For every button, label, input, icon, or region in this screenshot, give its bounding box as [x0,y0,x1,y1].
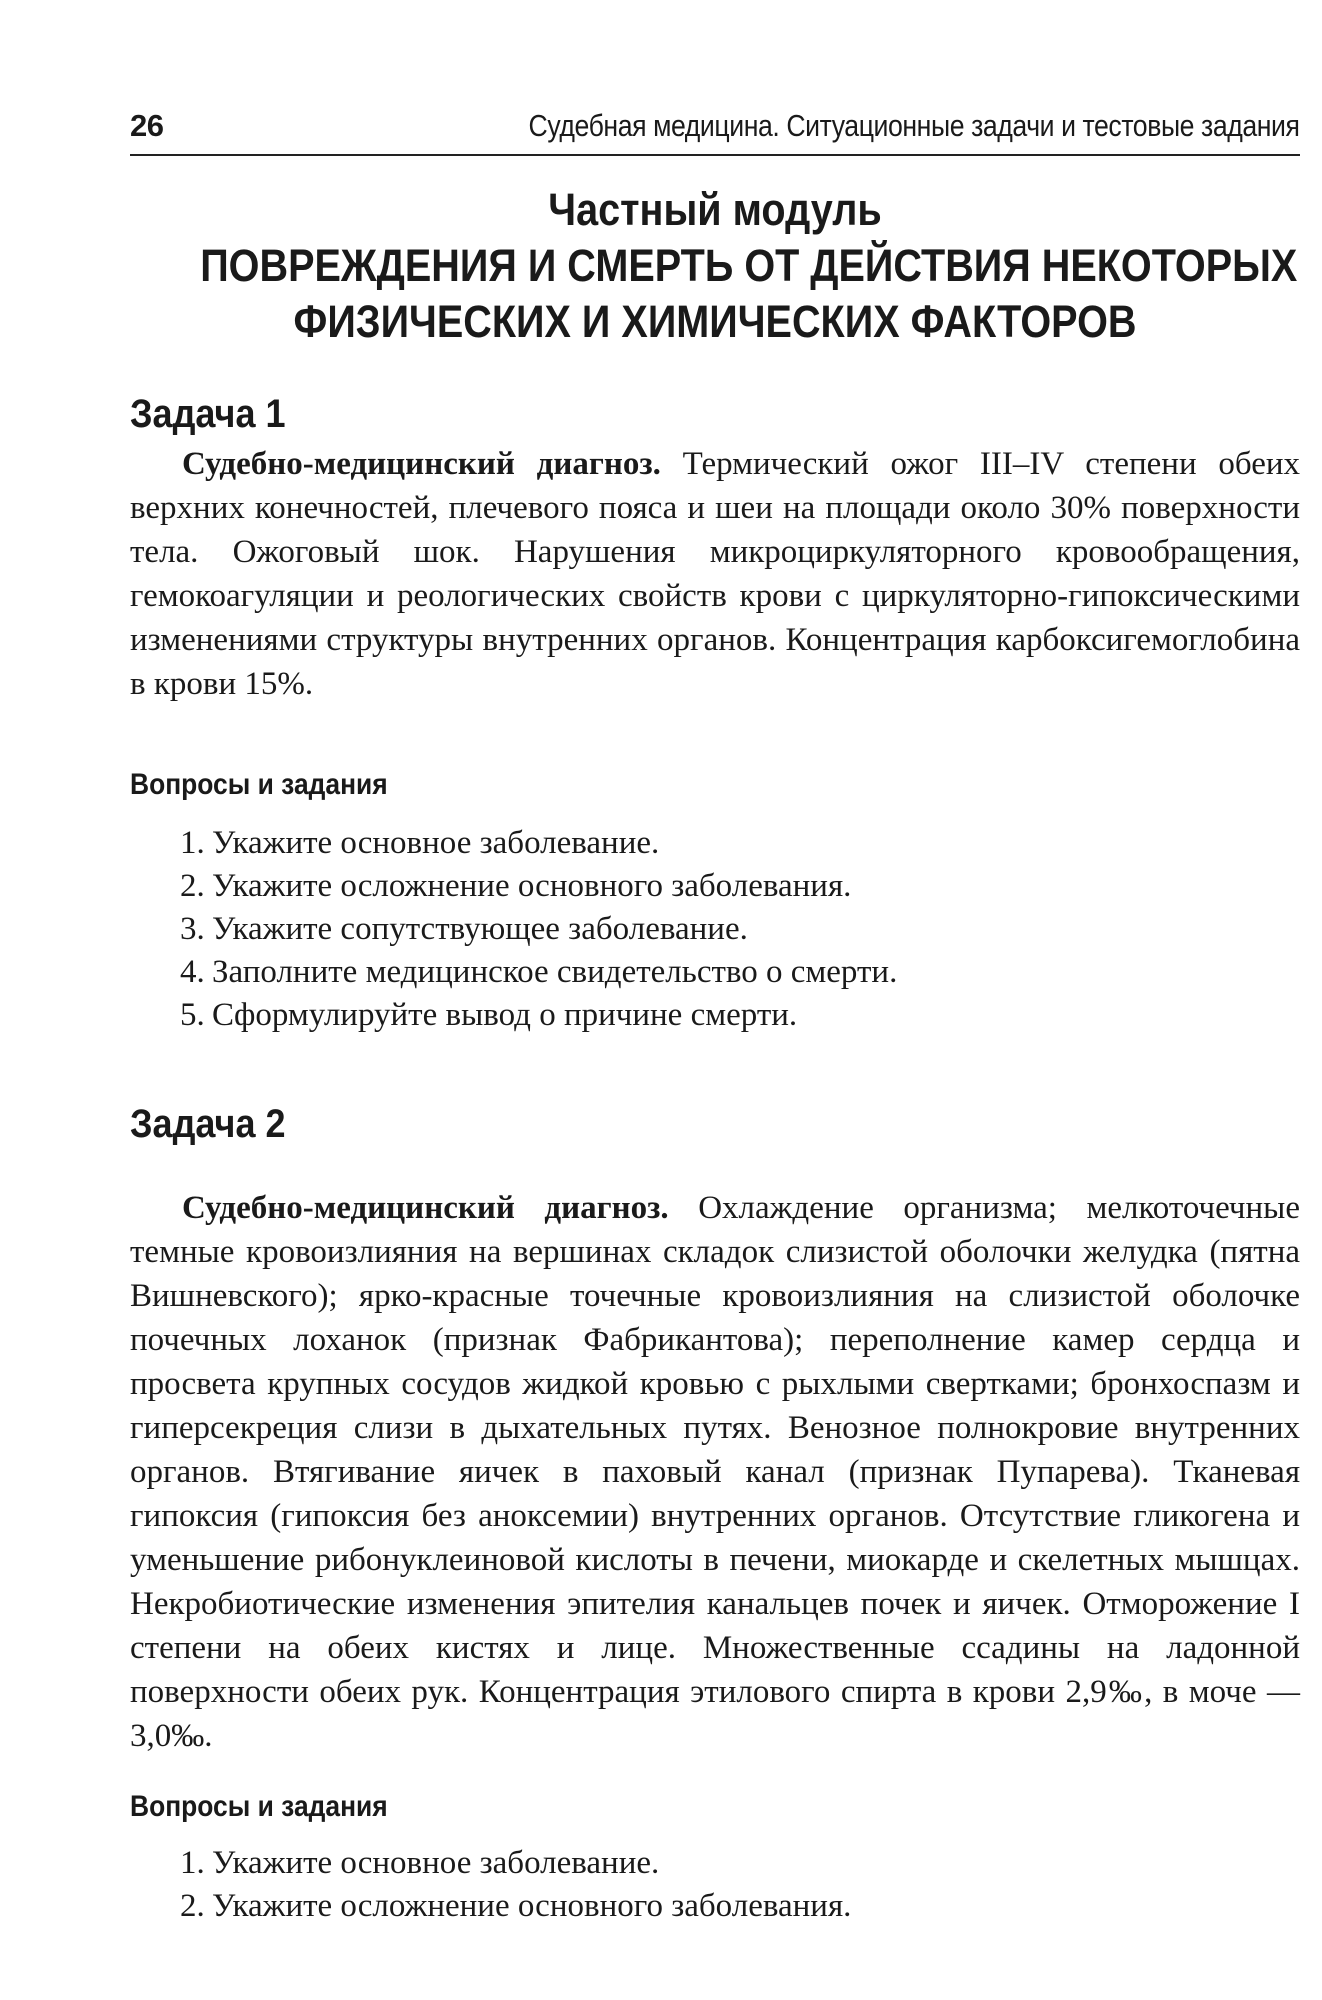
task-2-questions-heading: Вопросы и задания [130,1790,388,1823]
list-item [180,994,897,1037]
question-number: 2. [180,1888,205,1924]
module-title [130,182,1300,350]
list-item [180,1885,851,1928]
task-2-diagnosis-lead: Судебно-медицинский диагноз. [182,1190,669,1226]
question-number: 5. [180,997,205,1033]
list-item [180,908,897,951]
question-text: Укажите основное заболевание. [212,1845,660,1881]
task-1-diagnosis [130,442,1300,706]
task-1-diagnosis-text: Термический ожог III–IV степени обеих верхних конечностей, плечевого пояса и шеи на площади около 30% поверхности тела. Ожоговый шок. Нарушения микроциркуляторного кровообращения, гемокоагуляции и реологических свойств крови с циркуляторно-гипоксическими изменениями структуры внутренних органов. Концентрация карбоксигемоглобина в крови 15%. [130,446,1301,702]
module-title-line-2: ПОВРЕЖДЕНИЯ И СМЕРТЬ ОТ ДЕЙСТВИЯ НЕКОТОРЫХ [200,240,1298,291]
module-title-line-3: ФИЗИЧЕСКИХ И ХИМИЧЕСКИХ ФАКТОРОВ [293,296,1137,347]
task-1-heading: Задача 1 [130,392,286,436]
question-text: Укажите осложнение основного заболевания. [212,868,852,904]
list-item [180,822,897,865]
question-number: 3. [180,911,205,947]
task-1-diagnosis-lead: Судебно-медицинский диагноз. [182,446,661,482]
list-item [180,1842,851,1885]
task-2-questions-list [180,1842,851,1928]
question-text: Заполните медицинское свидетельство о смерти. [212,954,898,990]
book-title: Судебная медицина. Ситуационные задачи и тестовые задания [528,108,1300,143]
question-text: Укажите осложнение основного заболевания. [212,1888,852,1924]
question-text: Укажите основное заболевание. [212,825,660,861]
running-header [130,108,1300,156]
question-number: 1. [180,825,205,861]
question-number: 2. [180,868,205,904]
list-item [180,951,897,994]
page-number: 26 [130,108,164,143]
task-2-diagnosis [130,1186,1300,1758]
module-title-line-1: Частный модуль [548,184,882,235]
question-text: Сформулируйте вывод о причине смерти. [212,997,798,1033]
question-number: 4. [180,954,205,990]
task-2-heading: Задача 2 [130,1102,286,1146]
task-1-questions-list [180,822,897,1037]
list-item [180,865,897,908]
task-1-questions-heading: Вопросы и задания [130,768,388,801]
question-number: 1. [180,1845,205,1881]
question-text: Укажите сопутствующее заболевание. [212,911,748,947]
task-2-diagnosis-text: Охлаждение организма; мелкоточечные темные кровоизлияния на вершинах складок слизистой оболочки желудка (пятна Вишневского); ярко-красные точечные кровоизлияния на слизистой оболочке почечных лоханок (признак Фабрикантова); переполнение камер сердца и просвета крупных сосудов жидкой кровью с рыхлыми свертками; бронхоспазм и гиперсекреция слизи в дыхательных путях. Венозное полнокровие внутренних органов. Втягивание яичек в паховый канал (признак Пупарева). Тканевая гипоксия (гипоксия без аноксемии) внутренних органов. Отсутствие гликогена и уменьшение рибонуклеиновой кислоты в печени, миокарде и скелетных мышцах. Некробиотические изменения эпителия канальцев почек и яичек. Отморожение I степени на обеих кистях и лице. Множественные ссадины на ладонной поверхности обеих рук. Концентрация этилового спирта в крови 2,9‰, в моче — 3,0‰. [130,1190,1300,1754]
